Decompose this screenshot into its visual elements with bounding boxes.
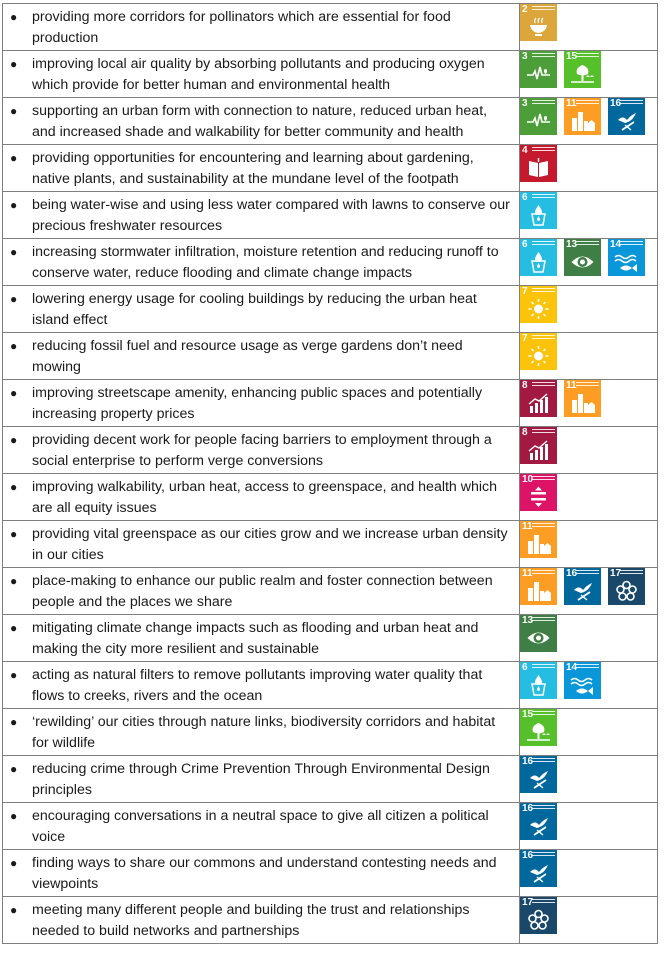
- benefit-item: [3, 51, 519, 96]
- benefit-item: [3, 897, 519, 942]
- sdg-13-icon: 13: [564, 239, 601, 276]
- sdg-3-icon: 3: [520, 98, 557, 135]
- benefit-cell: [3, 709, 520, 756]
- table-row: [3, 756, 658, 803]
- table-row: [3, 803, 658, 850]
- benefit-text: mitigating climate change impacts such as flooding and urban heat and making the city more resilient and sustainable: [32, 620, 479, 657]
- sdg-15-icon: 15: [520, 709, 557, 746]
- benefit-item: [3, 239, 519, 284]
- sdg-icon-group: [520, 286, 657, 323]
- sdg-13-icon: 13: [520, 615, 557, 652]
- sdg-icons-cell: [520, 474, 658, 521]
- benefit-item: [3, 850, 519, 895]
- bullet-icon: ●: [10, 198, 18, 212]
- sdg-icon-group: [520, 521, 657, 558]
- sdg-icons-cell: [520, 568, 658, 615]
- sdg-icon-group: [520, 98, 657, 135]
- sdg-icon-group: [520, 51, 657, 88]
- sdg-icon-group: [520, 662, 657, 699]
- sdg-6-icon: 6: [520, 192, 557, 229]
- benefit-text: encouraging conversations in a neutral space to give all citizen a political voice: [32, 808, 489, 845]
- benefit-item: [3, 568, 519, 613]
- sdg-16-icon: 16: [520, 850, 557, 887]
- sdg-icons-cell: [520, 709, 658, 756]
- benefit-cell: [3, 145, 520, 192]
- sdg-icons-cell: [520, 521, 658, 568]
- sdg-icon-group: [520, 380, 657, 417]
- sdg-14-icon: 14: [608, 239, 645, 276]
- bullet-icon: ●: [10, 668, 18, 682]
- benefit-item: [3, 474, 519, 519]
- sdg-icons-cell: [520, 98, 658, 145]
- benefit-cell: [3, 474, 520, 521]
- sdg-14-icon: 14: [564, 662, 601, 699]
- sdg-icons-cell: [520, 427, 658, 474]
- sdg-8-icon: 8: [520, 380, 557, 417]
- sdg-10-icon: 10: [520, 474, 557, 511]
- benefit-text: supporting an urban form with connection to nature, reduced urban heat, and increased shade and walkability for better community and health: [32, 103, 488, 140]
- sdg-16-icon: 16: [608, 98, 645, 135]
- benefit-text: improving local air quality by absorbing pollutants and producing oxygen which provide for better human and environmental health: [32, 56, 485, 93]
- benefit-item: [3, 662, 519, 707]
- bullet-icon: ●: [10, 57, 18, 71]
- benefit-cell: [3, 333, 520, 380]
- benefits-table: [2, 3, 658, 944]
- benefit-text: improving streetscape amenity, enhancing public spaces and potentially increasing property prices: [32, 385, 483, 422]
- bullet-icon: ●: [10, 292, 18, 306]
- bullet-icon: ●: [10, 151, 18, 165]
- sdg-icon-group: [520, 850, 657, 887]
- benefit-text: acting as natural filters to remove pollutants improving water quality that flows to creeks, rivers and the ocean: [32, 667, 483, 704]
- benefit-cell: [3, 51, 520, 98]
- sdg-icons-cell: [520, 4, 658, 51]
- sdg-icon-group: [520, 568, 657, 605]
- sdg-16-icon: 16: [564, 568, 601, 605]
- benefit-item: [3, 803, 519, 848]
- bullet-icon: ●: [10, 480, 18, 494]
- bullet-icon: ●: [10, 809, 18, 823]
- benefit-text: increasing stormwater infiltration, moisture retention and reducing runoff to conserve water, reduce flooding and climate change impacts: [32, 244, 499, 281]
- sdg-11-icon: 11: [564, 380, 601, 417]
- benefit-item: [3, 709, 519, 754]
- bullet-icon: ●: [10, 715, 18, 729]
- bullet-icon: ●: [10, 339, 18, 353]
- sdg-icon-group: [520, 474, 657, 511]
- benefit-cell: [3, 662, 520, 709]
- table-row: [3, 662, 658, 709]
- table-row: [3, 239, 658, 286]
- benefit-text: reducing crime through Crime Prevention Through Environmental Design principles: [32, 761, 490, 798]
- sdg-17-icon: 17: [520, 897, 557, 934]
- benefit-cell: [3, 286, 520, 333]
- table-row: [3, 474, 658, 521]
- sdg-icons-cell: [520, 662, 658, 709]
- bullet-icon: ●: [10, 104, 18, 118]
- table-row: [3, 286, 658, 333]
- table-row: [3, 51, 658, 98]
- sdg-icons-cell: [520, 192, 658, 239]
- sdg-icon-group: [520, 4, 657, 41]
- sdg-icons-cell: [520, 51, 658, 98]
- sdg-icon-group: [520, 756, 657, 793]
- benefit-cell: [3, 192, 520, 239]
- benefit-cell: [3, 756, 520, 803]
- sdg-6-icon: 6: [520, 239, 557, 276]
- bullet-icon: ●: [10, 10, 18, 24]
- benefit-text: providing vital greenspace as our cities grow and we increase urban density in our cities: [32, 526, 508, 563]
- sdg-15-icon: 15: [564, 51, 601, 88]
- benefit-cell: [3, 615, 520, 662]
- sdg-icon-group: [520, 709, 657, 746]
- sdg-icons-cell: [520, 145, 658, 192]
- benefit-cell: [3, 897, 520, 944]
- table-row: [3, 333, 658, 380]
- bullet-icon: ●: [10, 621, 18, 635]
- sdg-icons-cell: [520, 615, 658, 662]
- benefit-item: [3, 756, 519, 801]
- benefit-text: providing decent work for people facing barriers to employment through a social enterprise to perform verge conversions: [32, 432, 492, 469]
- table-row: [3, 709, 658, 756]
- table-row: [3, 145, 658, 192]
- benefit-item: [3, 286, 519, 331]
- table-row: [3, 380, 658, 427]
- sdg-16-icon: 16: [520, 756, 557, 793]
- sdg-11-icon: 11: [520, 521, 557, 558]
- sdg-icon-group: [520, 239, 657, 276]
- table-row: [3, 192, 658, 239]
- sdg-17-icon: 17: [608, 568, 645, 605]
- benefit-cell: [3, 521, 520, 568]
- bullet-icon: ●: [10, 245, 18, 259]
- benefit-text: providing opportunities for encountering and learning about gardening, native plants, and sustainability at the mundane level of the footpath: [32, 150, 474, 187]
- sdg-11-icon: 11: [520, 568, 557, 605]
- sdg-icons-cell: [520, 756, 658, 803]
- sdg-8-icon: 8: [520, 427, 557, 464]
- bullet-icon: ●: [10, 386, 18, 400]
- sdg-7-icon: 7: [520, 333, 557, 370]
- benefit-text: lowering energy usage for cooling buildings by reducing the urban heat island effect: [32, 291, 477, 328]
- sdg-icons-cell: [520, 850, 658, 897]
- sdg-icon-group: [520, 145, 657, 182]
- bullet-icon: ●: [10, 762, 18, 776]
- benefit-text: finding ways to share our commons and understand contesting needs and viewpoints: [32, 855, 497, 892]
- table-row: [3, 568, 658, 615]
- benefit-text: being water-wise and using less water compared with lawns to conserve our precious freshwater resources: [32, 197, 510, 234]
- benefit-cell: [3, 4, 520, 51]
- benefit-cell: [3, 568, 520, 615]
- sdg-4-icon: 4: [520, 145, 557, 182]
- benefit-item: [3, 192, 519, 237]
- sdg-icons-cell: [520, 333, 658, 380]
- benefit-text: improving walkability, urban heat, access to greenspace, and health which are all equity issues: [32, 479, 498, 516]
- sdg-icons-cell: [520, 897, 658, 944]
- benefit-text: ‘rewilding’ our cities through nature links, biodiversity corridors and habitat for wildlife: [32, 714, 496, 751]
- table-row: [3, 897, 658, 944]
- benefit-item: [3, 4, 519, 49]
- bullet-icon: ●: [10, 433, 18, 447]
- benefit-cell: [3, 427, 520, 474]
- benefit-cell: [3, 98, 520, 145]
- bullet-icon: ●: [10, 856, 18, 870]
- sdg-6-icon: 6: [520, 662, 557, 699]
- benefit-item: [3, 98, 519, 143]
- sdg-11-icon: 11: [564, 98, 601, 135]
- table-row: [3, 615, 658, 662]
- table-row: [3, 98, 658, 145]
- benefit-item: [3, 521, 519, 566]
- sdg-3-icon: 3: [520, 51, 557, 88]
- sdg-2-icon: 2: [520, 4, 557, 41]
- sdg-icon-group: [520, 897, 657, 934]
- benefit-cell: [3, 380, 520, 427]
- sdg-icons-cell: [520, 239, 658, 286]
- sdg-icons-cell: [520, 380, 658, 427]
- table-row: [3, 427, 658, 474]
- benefit-item: [3, 615, 519, 660]
- sdg-icons-cell: [520, 803, 658, 850]
- sdg-icon-group: [520, 333, 657, 370]
- benefit-text: reducing fossil fuel and resource usage as verge gardens don’t need mowing: [32, 338, 463, 375]
- benefit-cell: [3, 850, 520, 897]
- sdg-icon-group: [520, 192, 657, 229]
- benefit-text: meeting many different people and building the trust and relationships needed to build networks and partnerships: [32, 902, 470, 939]
- table-row: [3, 4, 658, 51]
- bullet-icon: ●: [10, 574, 18, 588]
- sdg-icon-group: [520, 615, 657, 652]
- sdg-icon-group: [520, 803, 657, 840]
- table-row: [3, 850, 658, 897]
- benefit-item: [3, 145, 519, 190]
- sdg-icons-cell: [520, 286, 658, 333]
- sdg-7-icon: 7: [520, 286, 557, 323]
- sdg-icon-group: [520, 427, 657, 464]
- benefit-text: place-making to enhance our public realm and foster connection between people and the places we share: [32, 573, 493, 610]
- benefit-item: [3, 333, 519, 378]
- benefit-item: [3, 427, 519, 472]
- benefit-text: providing more corridors for pollinators which are essential for food production: [32, 9, 451, 46]
- sdg-16-icon: 16: [520, 803, 557, 840]
- bullet-icon: ●: [10, 527, 18, 541]
- benefits-table-body: [3, 4, 658, 944]
- table-row: [3, 521, 658, 568]
- benefit-cell: [3, 239, 520, 286]
- benefit-cell: [3, 803, 520, 850]
- benefit-item: [3, 380, 519, 425]
- bullet-icon: ●: [10, 903, 18, 917]
